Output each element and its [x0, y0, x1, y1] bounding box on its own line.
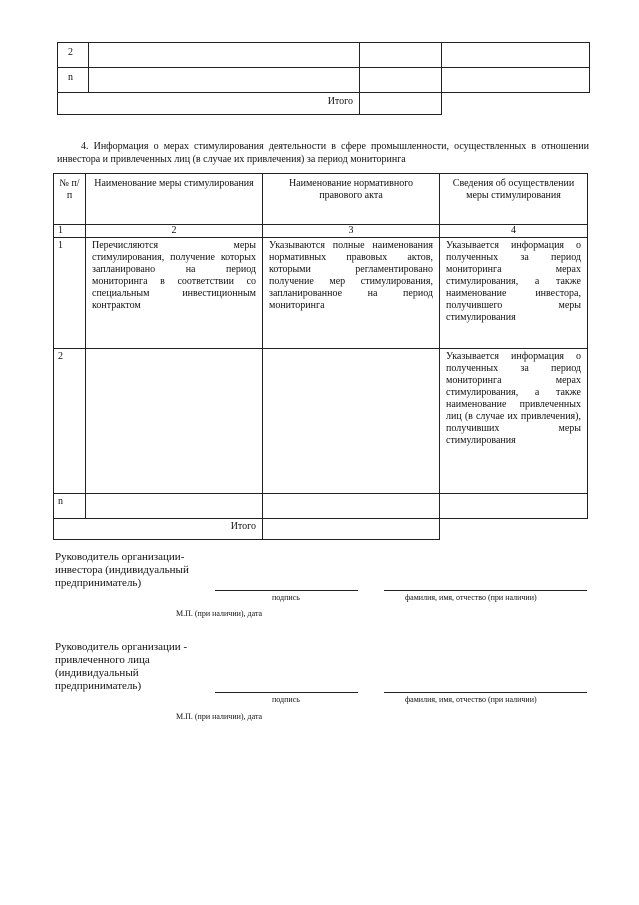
row-number: 2: [58, 43, 89, 68]
column-number: 2: [86, 225, 263, 238]
signature-line: [215, 692, 358, 693]
table-cell: [442, 68, 590, 93]
section-title: 4. Информация о мерах стимулирования деятельности в сфере промышленности, осуществленных в отношении инвестора и привлеченных лиц (в случае их привлечения) за период мониторинга: [57, 141, 589, 165]
name-caption: фамилия, имя, отчество (при наличии): [405, 593, 537, 602]
table-cell: [442, 43, 590, 68]
row-number: n: [58, 68, 89, 93]
incentive-measures-table: [53, 173, 588, 540]
total-label: Итого: [54, 519, 263, 540]
row-number: n: [54, 494, 86, 519]
signature-caption: подпись: [272, 695, 300, 704]
table-cell: [360, 43, 442, 68]
table-header-row: [54, 174, 588, 225]
table-row: [58, 43, 590, 68]
name-caption: фамилия, имя, отчество (при наличии): [405, 695, 537, 704]
table-cell: [89, 68, 360, 93]
total-value-cell: [263, 519, 440, 540]
row-number: 1: [54, 238, 86, 349]
name-line: [384, 590, 587, 591]
table-row: [54, 494, 588, 519]
info-cell: [440, 494, 588, 519]
stamp-date-caption: М.П. (при наличии), дата: [176, 609, 263, 618]
empty-cell: [440, 519, 588, 540]
attracted-person-head-label: Руководитель организации - привлеченного лица (индивидуальный предприниматель): [55, 641, 188, 692]
column-number: 1: [54, 225, 86, 238]
act-cell: Указываются полные наименования нормативных правовых актов, которыми регламентировано получение мер стимулирования, запланированное на период мониторинга: [263, 238, 440, 349]
table-cell: [89, 43, 360, 68]
investor-head-label: Руководитель организации-инвестора (индивидуальный предприниматель): [55, 551, 189, 589]
stamp-date-caption: М.П. (при наличии), дата: [176, 712, 263, 721]
previous-section-table: [57, 42, 590, 115]
measure-cell: Перечисляются меры стимулирования, получение которых запланировано на период мониторинга в соответствии со специальным инвестиционным контрактом: [86, 238, 263, 349]
total-row: [54, 519, 588, 540]
act-cell: [263, 349, 440, 494]
column-number: 3: [263, 225, 440, 238]
column-number-row: [54, 225, 588, 238]
column-number: 4: [440, 225, 588, 238]
column-header: Наименование меры стимулирования: [86, 174, 263, 225]
table-row: [54, 349, 588, 494]
signature-caption: подпись: [272, 593, 300, 602]
table-cell: [360, 68, 442, 93]
column-header: Наименование нормативного правового акта: [263, 174, 440, 225]
signature-line: [215, 590, 358, 591]
total-value-cell: [360, 93, 442, 115]
column-header: Сведения об осуществлении меры стимулирования: [440, 174, 588, 225]
measure-cell: [86, 349, 263, 494]
total-label: Итого: [58, 93, 360, 115]
total-row: [58, 93, 590, 115]
table-row: [58, 68, 590, 93]
act-cell: [263, 494, 440, 519]
info-cell: Указывается информация о полученных за период мониторинга мерах стимулирования, а также наименование привлеченных лиц (в случае их привлечения), получивших меры стимулирования: [440, 349, 588, 494]
row-number: 2: [54, 349, 86, 494]
table-row: [54, 238, 588, 349]
name-line: [384, 692, 587, 693]
measure-cell: [86, 494, 263, 519]
info-cell: Указывается информация о полученных за период мониторинга мерах стимулирования, а также наименование инвестора, получившего меры стимулирования: [440, 238, 588, 349]
empty-cell: [442, 93, 590, 115]
column-header: № п/п: [54, 174, 86, 225]
